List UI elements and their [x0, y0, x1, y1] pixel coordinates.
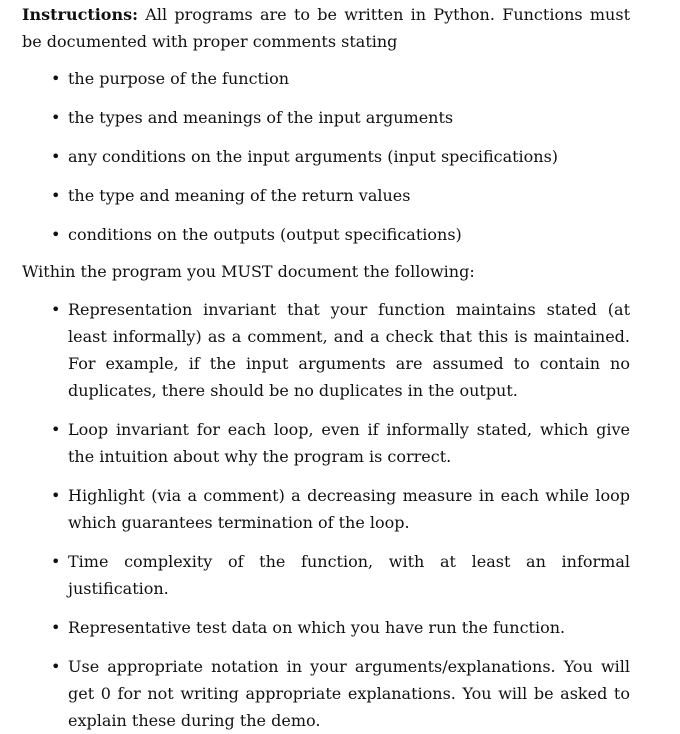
bullet-icon: •: [51, 147, 61, 166]
list-item-text: the types and meanings of the input arguments: [68, 108, 454, 127]
list-item: [22, 104, 630, 131]
list-item: [22, 482, 630, 536]
list-item: [22, 65, 630, 92]
list-item-text: any conditions on the input arguments (input specifications): [68, 147, 559, 166]
bullet-icon: •: [51, 657, 61, 676]
bullet-icon: •: [51, 186, 61, 205]
instructions-label: Instructions:: [22, 5, 139, 24]
list-item-text: Loop invariant for each loop, even if informally stated, which give the intuition about why the program is correct.: [68, 420, 630, 466]
bullet-icon: •: [51, 420, 61, 439]
intro-text: All programs are to be written in Python. Functions must be documented with proper comments stating: [22, 5, 630, 51]
list-item: [22, 143, 630, 170]
list-item-text: Representative test data on which you have run the function.: [68, 618, 566, 637]
list-item-text: the type and meaning of the return values: [68, 186, 411, 205]
list-item-text: conditions on the outputs (output specifications): [68, 225, 462, 244]
list-item-text: Representation invariant that your function maintains stated (at least informally) as a comment, and a check that this is maintained. For example, if the input arguments are assumed to contain no duplicates, there should be no duplicates in the output.: [68, 300, 630, 400]
list-item-text: the purpose of the function: [68, 69, 290, 88]
bullet-icon: •: [51, 108, 61, 127]
bullet-icon: •: [51, 618, 61, 637]
bullet-icon: •: [51, 552, 61, 571]
bullet-icon: •: [51, 300, 61, 319]
within-heading: Within the program you MUST document the following:: [22, 262, 475, 281]
spec-list: [22, 65, 630, 248]
bullet-icon: •: [51, 486, 61, 505]
list-item: [22, 548, 630, 602]
list-item-text: Use appropriate notation in your arguments/explanations. You will get 0 for not writing appropriate explanations. You will be asked to explain these during the demo.: [68, 657, 630, 730]
list-item: [22, 221, 630, 248]
list-item: [22, 614, 630, 641]
bullet-icon: •: [51, 225, 61, 244]
bullet-icon: •: [51, 69, 61, 88]
intro-paragraph: [22, 0, 630, 55]
list-item: [22, 182, 630, 209]
list-item-text: Time complexity of the function, with at least an informal justification.: [68, 552, 630, 598]
list-item-text: Highlight (via a comment) a decreasing measure in each while loop which guarantees termination of the loop.: [68, 486, 630, 532]
list-item: [22, 296, 630, 404]
documentation-list: [22, 296, 630, 734]
list-item: [22, 653, 630, 734]
list-item: [22, 416, 630, 470]
